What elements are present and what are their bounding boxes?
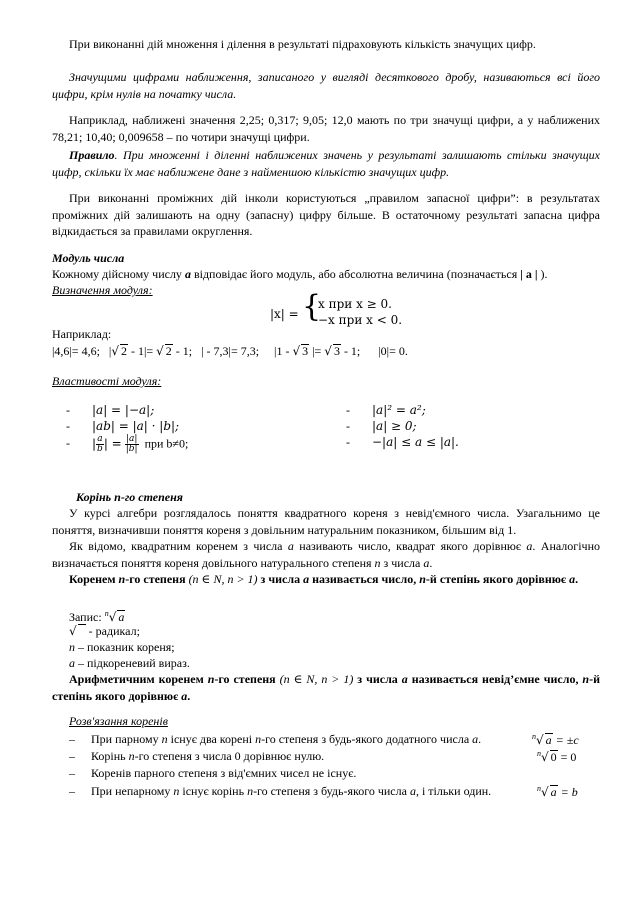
rule-text: . При множенні і діленні наближених значень у результаті залишають стільки значущих цифр, скільки їх має наближене дане з найменшою кількістю значущих цифр. [52,148,600,179]
formula-odd-root: $^n$√ a = b [537,784,578,799]
root-paragraph-1: У курсі алгебри розглядалось поняття квадратного кореня з невід'ємного числа. Узагальнимо це поняття, визначивши поняття кореня з довільним натуральним показником, більшим від 1. [52,506,600,537]
root-paragraph-2: Як відомо, квадратним коренем з числа a називають число, квадрат якого дорівнює a. Аналогічно визначається поняття кореня довільного натурального степеня n з числа a. [52,539,600,570]
section-heading-root: Корінь n-го степеня [76,490,183,504]
definition-label: Визначення модуля: [52,283,153,297]
paragraph-example-digits: Наприклад, наближені значення 2,25; 0,317; 9,05; 12,0 мають по три значущі цифри, а у наближених 78,21; 10,40; 0,009658 – по чотири значущі цифри. [52,113,600,144]
property-2: - |ab| = |a| · |b|; [66,419,180,433]
property-5: - |a| ≥ 0; [346,419,417,433]
brace-symbol: { [302,289,322,324]
modulus-def-case1: x при x ≥ 0. [318,297,392,311]
root-definition: Коренем n-го степеня (n ∈ N, n > 1) з числа a називається число, n-й степінь якого дорівнює a. [69,572,579,586]
list-item: – При непарному n існує корінь n-го степеня з будь-якого числа a, і тільки один. [69,784,492,798]
properties-label: Властивості модуля: [52,374,162,388]
modulus-def-lhs: |x| = [270,307,299,321]
property-1: - |a| = |−a|; [66,403,155,417]
radical-icon: √ [69,624,77,638]
formula-even-root: $^n$√ a = ±c [532,732,579,747]
radical-line: √ - радикал; [69,624,140,638]
arithmetic-root-definition: Арифметичним коренем n-го степеня (n ∈ N, n > 1) з числа a називається невід’ємне число, n-й степінь якого дорівнює a. [52,672,600,703]
index-line: n – показник кореня; [69,640,175,654]
list-item: – При парному n існує два корені n-го степеня з будь-якого додатного числа a. [69,732,482,746]
modulus-def-case2: −x при x < 0. [318,313,403,327]
property-3: - | $\frac{a}{b}$ | = $\frac{|a|}{|b|}$ при b≠0; [66,434,189,454]
section-heading-solving: Розв'язання коренів [69,714,168,728]
list-item: – Коренів парного степеня з від'ємних чисел не існує. [69,766,357,780]
property-6: - −|a| ≤ a ≤ |a|. [346,435,459,449]
example-label: Наприклад: [52,327,112,341]
paragraph-spare-digit: При виконанні проміжних дій інколи користуються „правилом запасної цифри”: в результатах проміжних дій залишають на одну (запасну) цифру більше. В остаточному результаті запасна цифра відкидається за правилами округлення. [52,191,600,238]
modulus-intro: Кожному дійсному числу a відповідає його модуль, або абсолютна величина (позначається | a | ). [52,267,548,281]
paragraph-significant-digits-intro: При виконанні дій множення і ділення в результаті підраховують кількість значущих цифр. [69,37,536,51]
section-heading-modulus: Модуль числа [52,251,125,265]
modulus-examples: |4,6|= 4,6; |√ 2 - 1|= √ 2 - 1; | - 7,3|= 7,3; |1 - √ 3 |= √ 3 - 1; |0|= 0. [52,344,408,358]
radicand-line: a – підкореневий вираз. [69,656,190,670]
rule-paragraph [52,147,600,180]
property-4: - |a|² = a²; [346,403,426,417]
rule-label: Правило [69,148,115,162]
list-item: – Корінь n-го степеня з числа 0 дорівнює нулю. [69,749,325,763]
definition-significant-digits: Значущими цифрами наближення, записаного у вигляді десяткового дробу, називаються всі його цифри, крім нулів на початку числа. [52,70,600,101]
root-notation: Запис: $^n$√ a [69,609,125,624]
formula-root-zero: $^n$√ 0 = 0 [537,749,577,764]
